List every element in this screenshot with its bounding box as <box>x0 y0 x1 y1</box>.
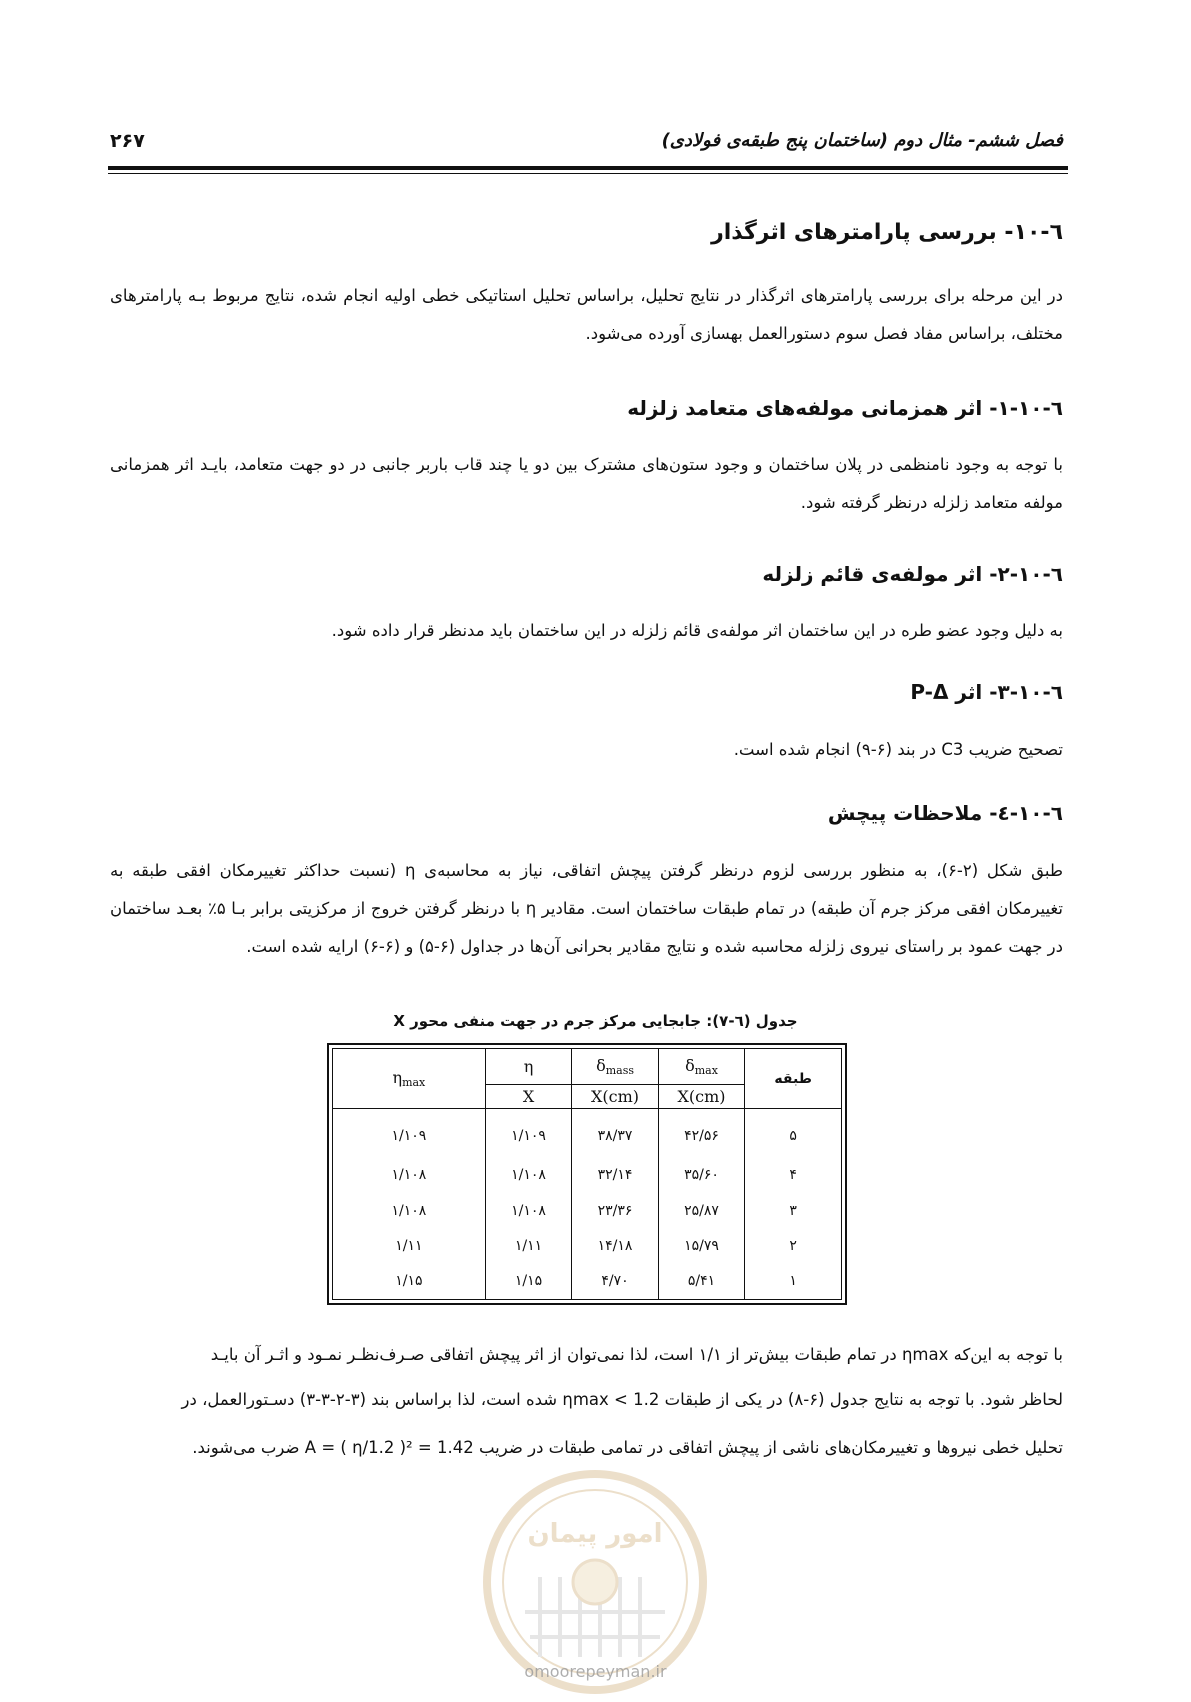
header-rule-thin <box>108 173 1068 174</box>
chapter-title: فصل ششم- مثال دوم (ساختمان پنج طبقه‌ی فولادی) <box>661 130 1063 151</box>
cell-delta-mass: ۲۳/۳۶ <box>572 1193 659 1228</box>
cell-eta: ۱/۱۰۹ <box>485 1109 572 1158</box>
heading-section-6-10-4: ٦-١٠-٤- ملاحظات پیچش <box>827 801 1063 825</box>
header-delta-mass: $\delta_{mass}$ <box>572 1049 659 1085</box>
page-number: ۲۶۷ <box>110 130 145 152</box>
table-row <box>333 1109 842 1158</box>
cell-delta-max: ۱۵/۷۹ <box>658 1228 745 1263</box>
conclusion-line-1: با توجه به این‌که ηmax در تمام طبقات بیش‌تر از ۱/۱ است، لذا نمی‌توان از اثر پیچش اتفاقی صـرف‌نظـر نمـود و اثـر آن بایـد <box>210 1345 1063 1364</box>
paragraph-section-6-10-4: طبق شکل (۲-۶)، به منظور بررسی لزوم درنظر گرفتن پیچش اتفاقی، نیاز به محاسبه‌ی η (نسبت حداکثر تغییرمکان افقی طبقه به تغییرمکان افقی مرکز جرم آن طبقه) در تمام طبقات ساختمان است. مقادیر η با درنظر گرفتن خروج از مرکزیتی برابر بـا ۵٪ بعـد ساختمان در جهت عمود بر راستای نیروی زلزله محاسبه شده و نتایج مقادیر بحرانی آن‌ها در جداول (۶-۵) و (۶-۶) ارایه شده است. <box>110 861 1063 956</box>
heading-section-6-10-1: ٦-١٠-١- اثر همزمانی مولفه‌های متعامد زلزله <box>627 396 1063 420</box>
cell-delta-max: ۵/۴۱ <box>658 1263 745 1299</box>
cell-floor: ۳ <box>745 1193 842 1228</box>
cell-eta-max: ۱/۱۰۸ <box>333 1158 486 1193</box>
table-row <box>333 1193 842 1228</box>
cell-delta-mass: ۱۴/۱۸ <box>572 1228 659 1263</box>
cell-eta: ۱/۱۵ <box>485 1263 572 1299</box>
cell-delta-mass: ۴/۷۰ <box>572 1263 659 1299</box>
cell-delta-max: ۴۲/۵۶ <box>658 1109 745 1158</box>
header-floor: طبقه <box>745 1049 842 1109</box>
cell-eta: ۱/۱۰۸ <box>485 1158 572 1193</box>
cell-eta-max: ۱/۱۵ <box>333 1263 486 1299</box>
cell-delta-mass: ۳۲/۱۴ <box>572 1158 659 1193</box>
eta-table <box>332 1048 842 1300</box>
header-eta: η <box>485 1049 572 1085</box>
conclusion-line-2: لحاظر شود. با توجه به نتایج جدول (۶-۸) در یکی از طبقات ηmax < 1.2 شده است، لذا براساس بند (۳-۲-۳-۳) دسـتورالعمل، در <box>181 1390 1063 1409</box>
table-row <box>333 1228 842 1263</box>
cell-floor: ۴ <box>745 1158 842 1193</box>
paragraph-section-6-10-3: تصحیح ضریب C3 در بند (۶-۹) انجام شده است. <box>733 740 1063 759</box>
cell-floor: ۵ <box>745 1109 842 1158</box>
table-row <box>333 1158 842 1193</box>
heading-section-6-10: ٦-١٠- بررسی پارامترهای اثرگذار <box>711 220 1063 245</box>
cell-eta: ۱/۱۰۸ <box>485 1193 572 1228</box>
cell-floor: ۱ <box>745 1263 842 1299</box>
cell-eta-max: ۱/۱۰۸ <box>333 1193 486 1228</box>
unit-delta-mass: X(cm) <box>572 1085 659 1109</box>
watermark-logo-text: امور پیمان <box>527 1519 663 1549</box>
heading-section-6-10-3: ٦-١٠-٣- اثر P-Δ <box>910 680 1063 704</box>
paragraph-section-6-10-2: به دلیل وجود عضو طره در این ساختمان اثر مولفه‌ی قائم زلزله در این ساختمان باید مدنظر قرار داده شود. <box>331 621 1063 640</box>
cell-delta-max: ۳۵/۶۰ <box>658 1158 745 1193</box>
cell-eta-max: ۱/۱۰۹ <box>333 1109 486 1158</box>
watermark-site: omoorepeyman.ir <box>524 1662 667 1681</box>
table-row <box>333 1263 842 1299</box>
cell-floor: ۲ <box>745 1228 842 1263</box>
table-body <box>333 1109 842 1300</box>
cell-delta-mass: ۳۸/۳۷ <box>572 1109 659 1158</box>
heading-section-6-10-2: ٦-١٠-٢- اثر مولفه‌ی قائم زلزله <box>762 562 1063 586</box>
conclusion-line-3: تحلیل خطی نیروها و تغییرمکان‌های ناشی از پیچش اتفاقی در تمامی طبقات در ضریب A = ( η/1.2 )² = 1.42 ضرب می‌شوند. <box>192 1438 1063 1457</box>
cell-delta-max: ۲۵/۸۷ <box>658 1193 745 1228</box>
table-caption: جدول (٦-٧): جابجایی مرکز جرم در جهت منفی محور X <box>393 1012 798 1030</box>
table-frame <box>327 1043 847 1305</box>
paragraph-section-6-10-1: با توجه به وجود نامنظمی در پلان ساختمان و وجود ستون‌های مشترک بین دو یا چند قاب باربر جانبی در دو جهت متعامد، بایـد اثر همزمانی مولفه متعامد زلزله درنظر گرفته شود. <box>110 455 1063 512</box>
header-delta-max: $\delta_{max}$ <box>658 1049 745 1085</box>
header-eta-max: $\eta_{max}$ <box>333 1049 486 1109</box>
paragraph-section-6-10: در این مرحله برای بررسی پارامترهای اثرگذار در نتایج تحلیل، براساس تحلیل استاتیکی خطی اولیه انجام شده، نتایج مربوط بـه پارامترهای مختلف، براساس مفاد فصل سوم دستورالعمل بهسازی آورده می‌شود. <box>110 286 1063 343</box>
cell-eta: ۱/۱۱ <box>485 1228 572 1263</box>
unit-delta-max: X(cm) <box>658 1085 745 1109</box>
cell-eta-max: ۱/۱۱ <box>333 1228 486 1263</box>
header-rule-thick <box>108 166 1068 170</box>
unit-eta: X <box>485 1085 572 1109</box>
